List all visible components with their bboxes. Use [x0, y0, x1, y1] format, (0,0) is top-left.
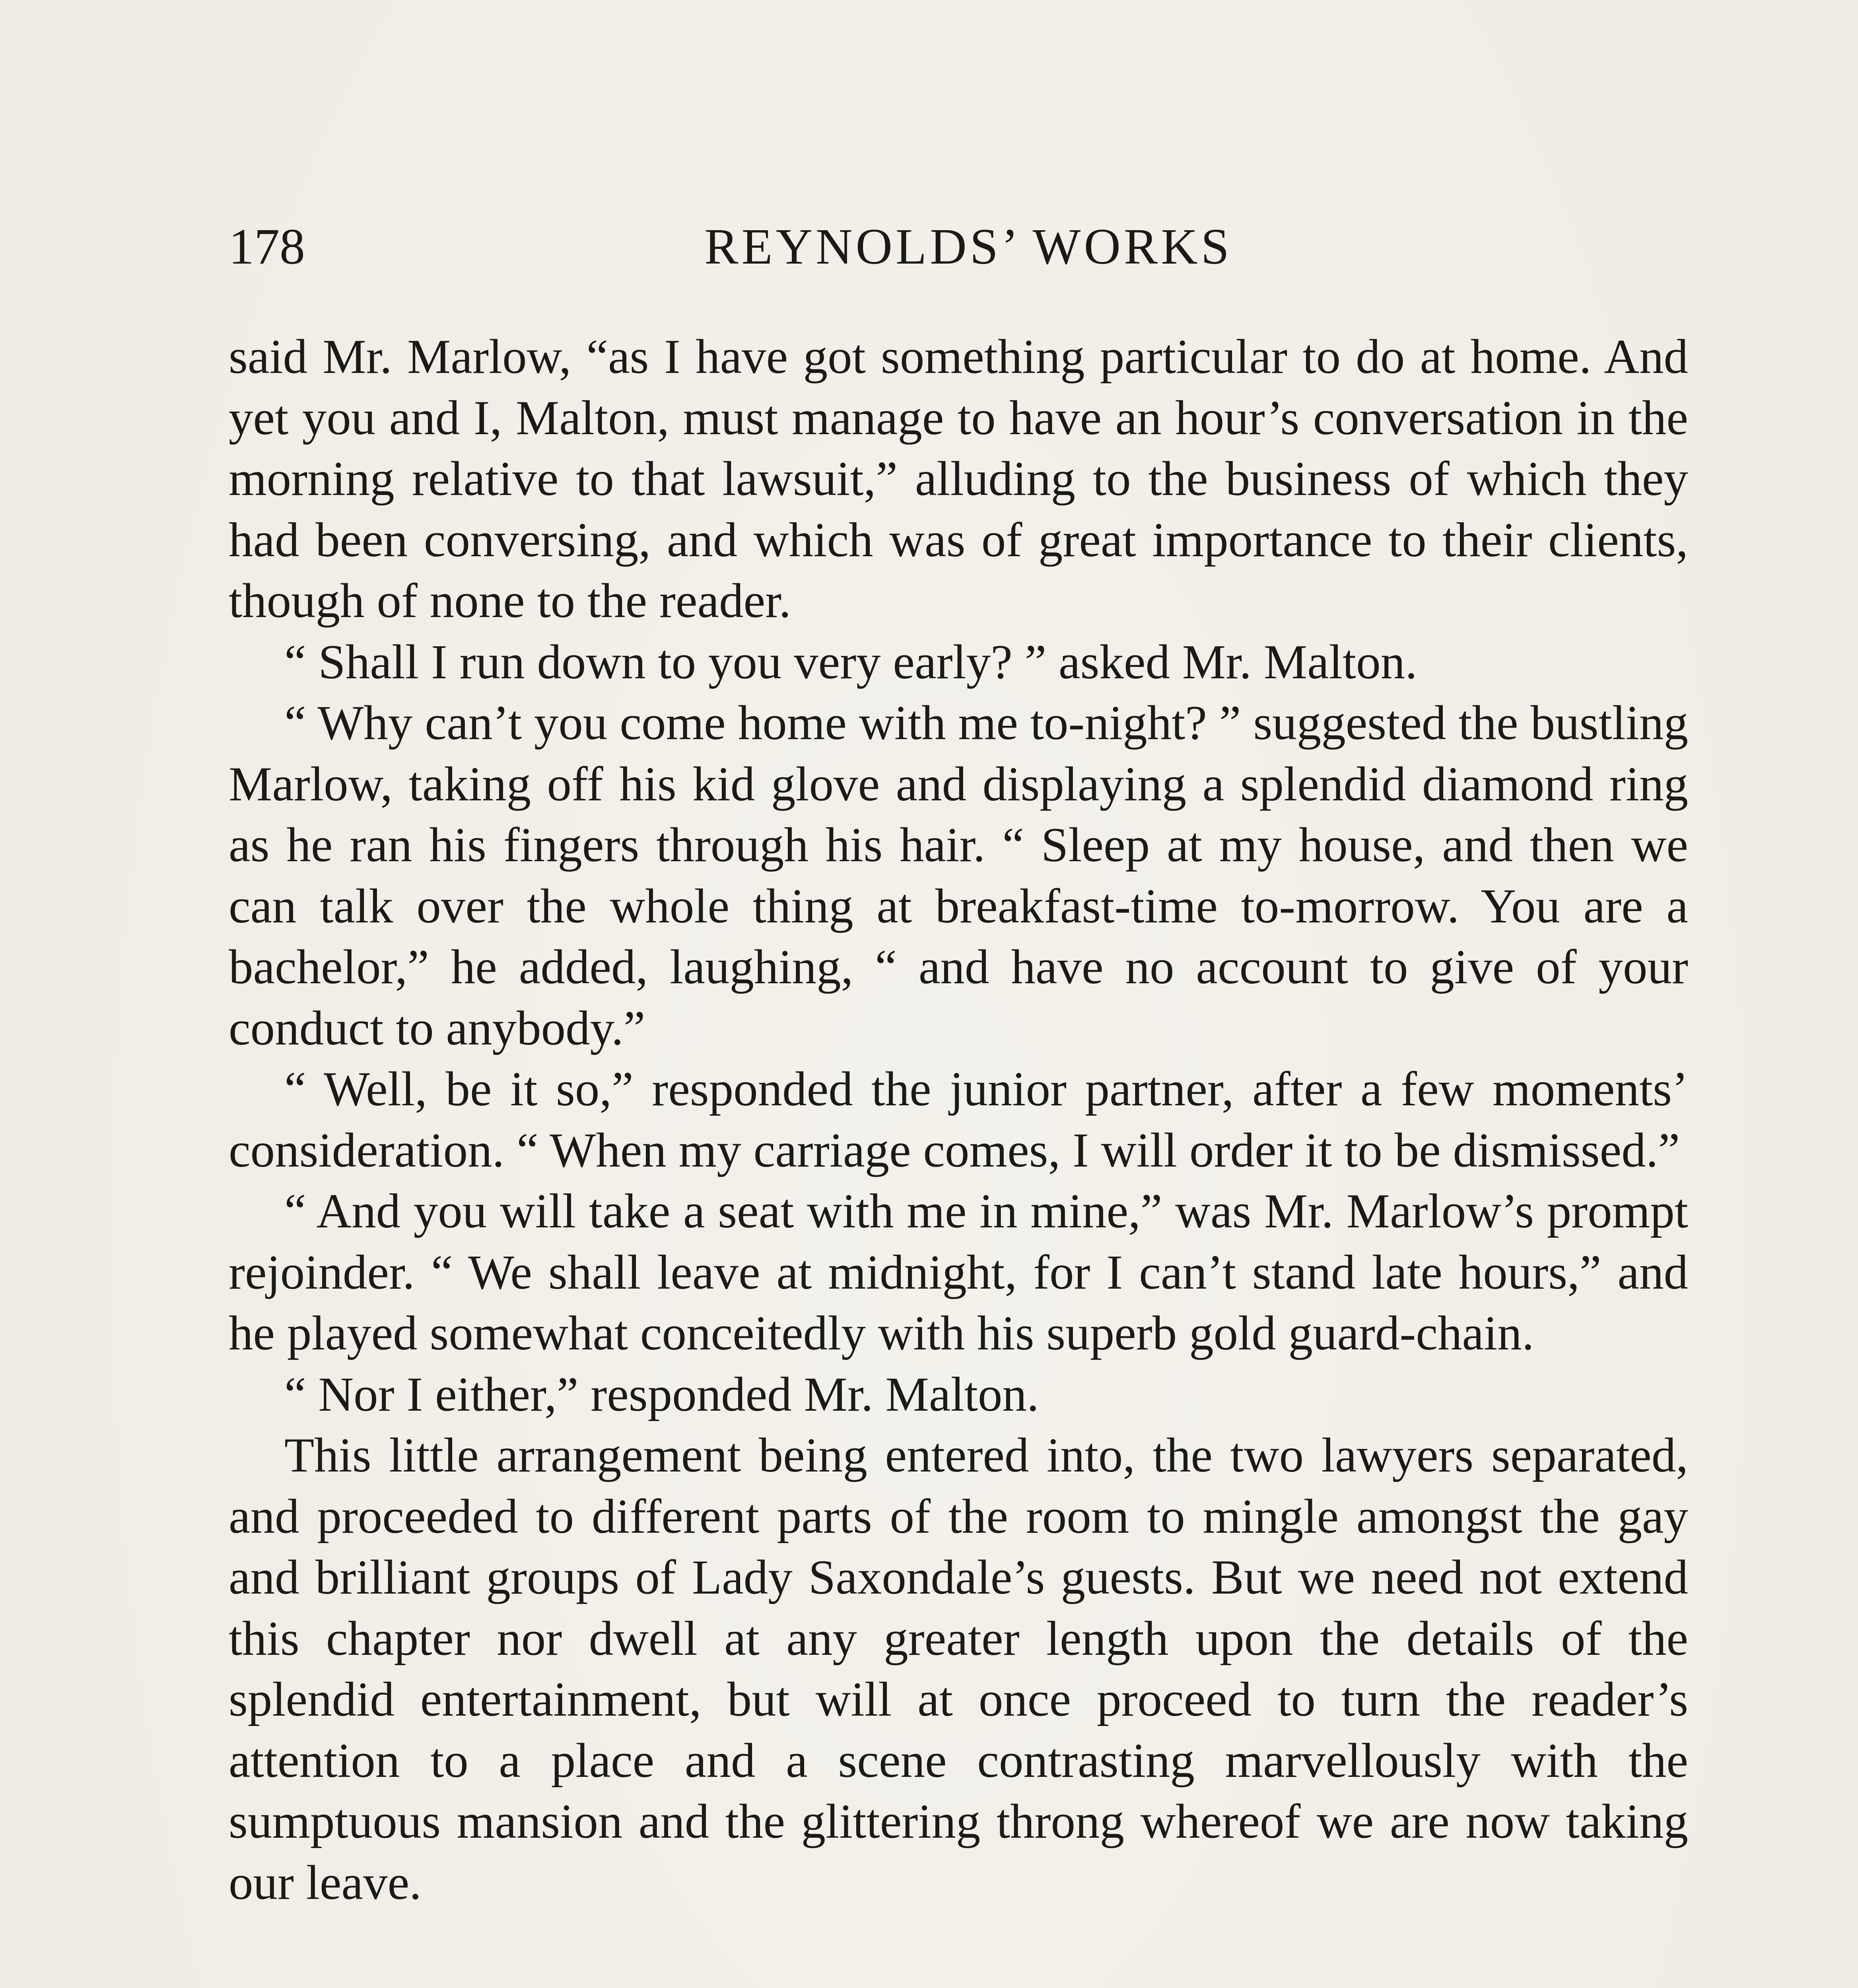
body-text: [229, 326, 1688, 1913]
paragraph: “ Well, be it so,” responded the junior partner, after a few moments’ consideration. “ When my carriage comes, I will order it to be dismissed.”: [229, 1062, 1688, 1177]
running-head: [229, 211, 1660, 282]
paragraph: “ Nor I either,” responded Mr. Malton.: [284, 1367, 1039, 1421]
paragraph: “ Why can’t you come home with me to-night? ” suggested the bustling Marlow, taking off his kid glove and displaying a splendid diamond ring as he ran his fingers through his hair. “ Sleep at my house, and then we can talk over the whole thing at breakfast-time to-morrow. You are a bachelor,” he added, laughing, “ and have no account to give of your conduct to anybody.”: [229, 695, 1688, 1055]
running-title: REYNOLDS’ WORKS: [704, 218, 1232, 275]
paragraph-continued: said Mr. Marlow, “as I have got something particular to do at home. And yet you and I, Malton, must manage to have an hour’s conversation in the morning relative to that lawsuit,” alluding to the business of which they had been conversing, and which was of great importance to their clients, though of none to the reader.: [229, 329, 1688, 628]
paragraph: “ And you will take a seat with me in mine,” was Mr. Marlow’s prompt rejoinder. “ We shall leave at midnight, for I can’t stand late hours,” and he played somewhat conceitedly with his superb gold guard-chain.: [229, 1184, 1688, 1360]
page-number: 178: [229, 218, 305, 275]
paragraph: “ Shall I run down to you very early? ” asked Mr. Malton.: [284, 634, 1417, 689]
paragraph: This little arrangement being entered into, the two lawyers separated, and proceeded to different parts of the room to mingle amongst the gay and brilliant groups of Lady Saxondale’s guests. But we need not extend this chapter nor dwell at any greater length upon the details of the splendid entertainment, but will at once proceed to turn the reader’s attention to a place and a scene contrasting marvellously with the sumptuous mansion and the glittering throng whereof we are now taking our leave.: [229, 1428, 1688, 1910]
